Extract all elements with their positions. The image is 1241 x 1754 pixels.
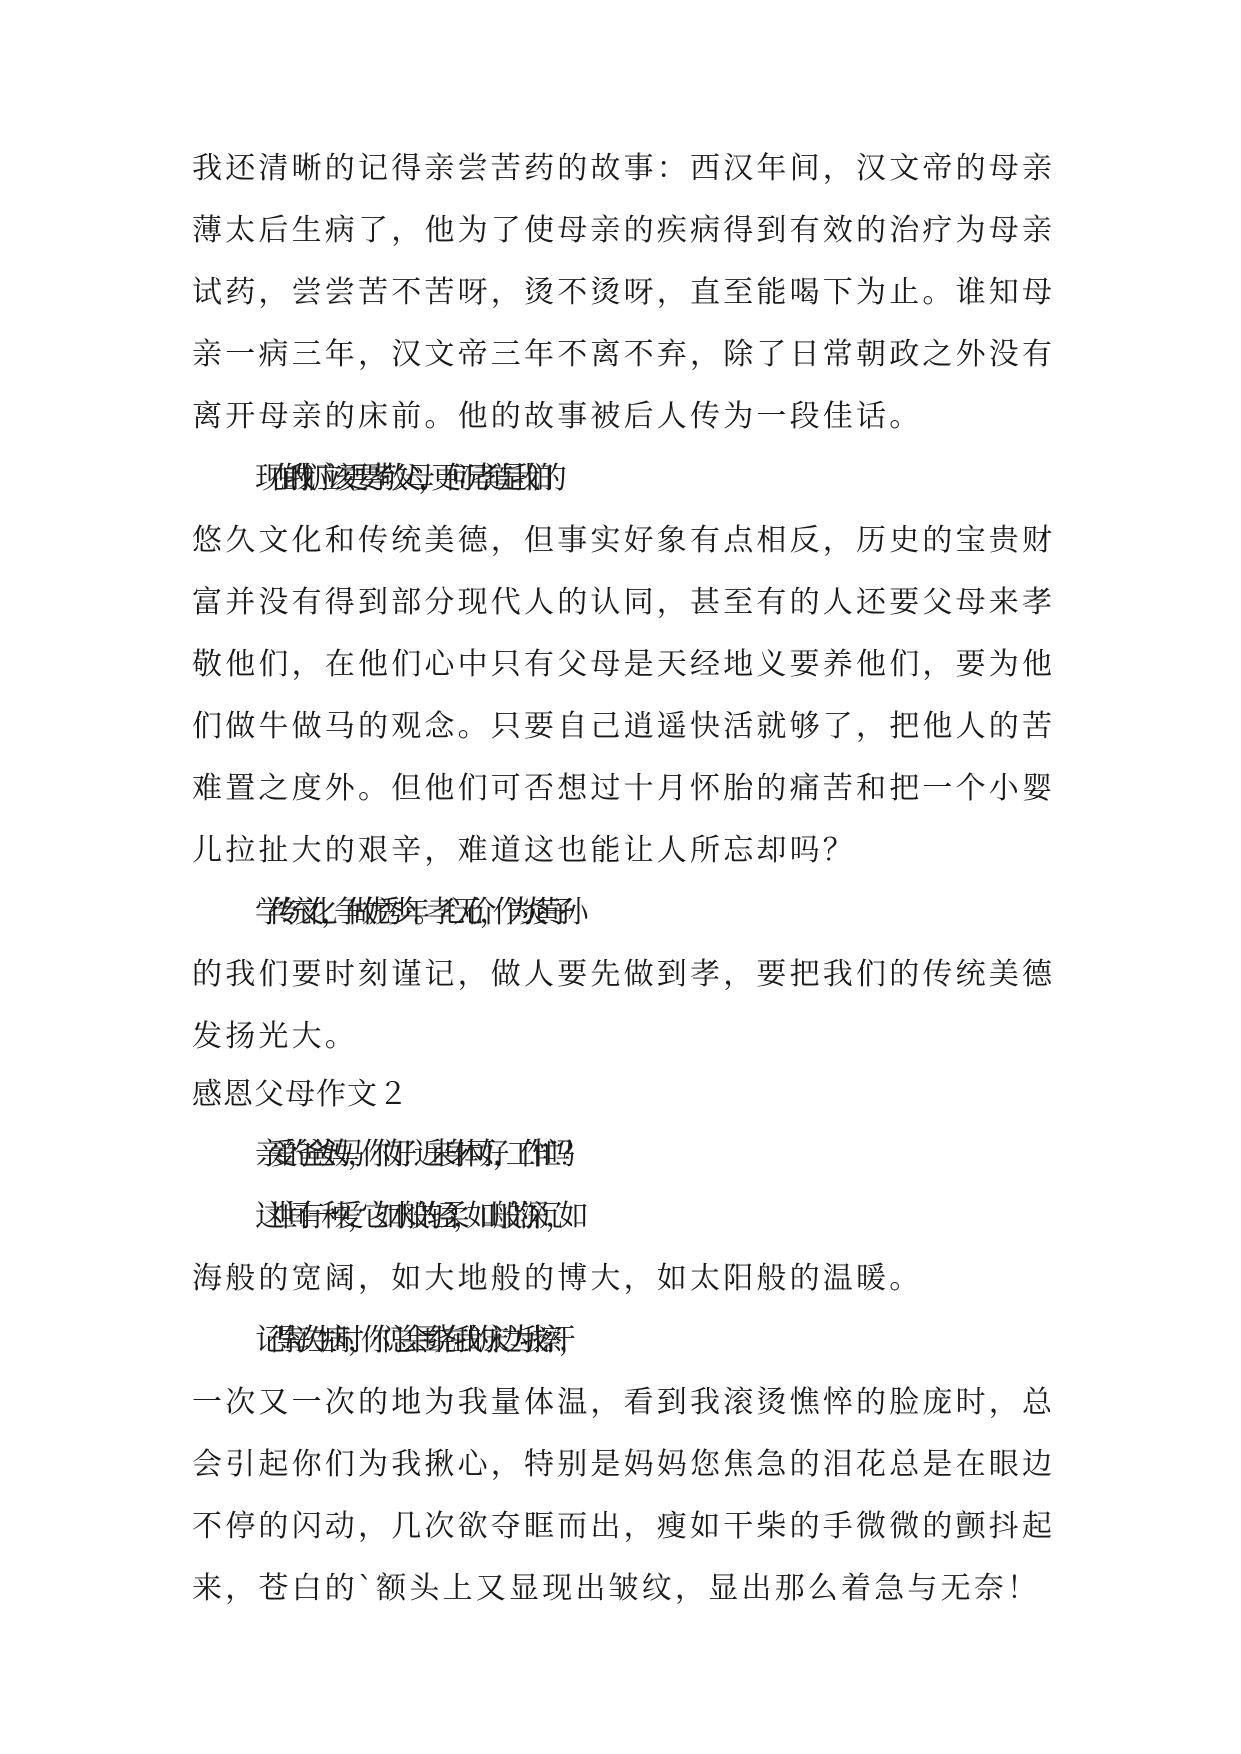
body-text-line: 儿拉扯大的艰辛，难道这也能让人所忘却吗？ [192,833,856,868]
body-text-line: 来，苍白的`额头上又显现出皱纹，显出那么着急与无奈！ [192,1571,1041,1606]
body-text-line: 们做牛做马的观念。只要自己逍遥快活就够了，把他人的苦 [192,709,1056,744]
section-heading: 感恩父母作文２ [192,1077,409,1112]
paragraph-first-line: 这世间有一种爱，它如水般的轻柔，如山般的深沉，如 [255,1199,572,1234]
body-text-line: 富并没有得到部分现代人的认同，甚至有的人还要父母来孝 [192,585,1056,620]
paragraph-first-line: 亲爱的爸爸妈妈，你们好！近来身体可好，工作忙吗？ [255,1137,572,1172]
paragraph-first-line: 学传统文化，争做优秀少年。孝心无价，作为炎黄子孙 [255,895,572,930]
body-text-line: 薄太后生病了，他为了使母亲的疾病得到有效的治疗为母亲 [192,213,1056,248]
body-text-line: 敬他们，在他们心中只有父母是天经地义要养他们，要为他 [192,647,1056,682]
body-text-line: 的我们要时刻谨记，做人要先做到孝，要把我们的传统美德 [192,957,1056,992]
body-text-line: 悠久文化和传统美德，但事实好象有点相反，历史的宝贵财 [192,523,1056,558]
paragraph-first-line: 现在的'我们应该更要孝敬父母，更何况孝道是我们的 [255,461,551,496]
body-text-line: 发扬光大。 [192,1019,358,1054]
body-text-line: 离开母亲的床前。他的故事被后人传为一段佳话。 [192,399,923,434]
body-text-line: 一次又一次的地为我量体温，看到我滚烫憔悴的脸庞时，总 [192,1385,1056,1420]
body-text-line: 难置之度外。但他们可否想过十月怀胎的痛苦和把一个小婴 [192,771,1056,806]
body-text-line: 我还清晰的记得亲尝苦药的故事：西汉年间，汉文帝的母亲 [192,151,1056,186]
body-text-line: 会引起你们为我揪心，特别是妈妈您焦急的泪花总是在眼边 [192,1447,1056,1482]
body-text-line: 不停的闪动，几次欲夺眶而出，瘦如干柴的手微微的颤抖起 [192,1509,1056,1544]
body-text-line: 亲一病三年，汉文帝三年不离不弃，除了日常朝政之外没有 [192,337,1056,372]
body-text-line: 试药，尝尝苦不苦呀，烫不烫呀，直至能喝下为止。谁知母 [192,275,1056,310]
body-text-line: 海般的宽阔，如大地般的博大，如太阳般的温暖。 [192,1261,923,1296]
paragraph-first-line: 记得每次生病时，你们总会围绕在我的床边为我擦汗， [255,1323,572,1358]
